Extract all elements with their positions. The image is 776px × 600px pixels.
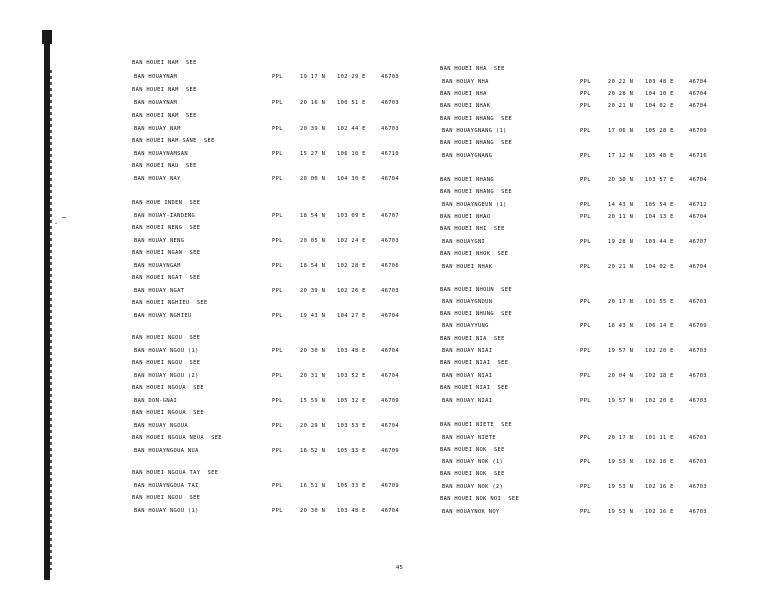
feature-type: PPL [272, 508, 283, 514]
gazetteer-entry [440, 482, 776, 492]
latitude: 14 43 N [608, 202, 634, 208]
latitude: 16 51 N [300, 483, 326, 489]
cross-reference-entry [440, 64, 776, 74]
place-name: BAN HOUEI NOK SEE [440, 447, 505, 453]
place-name: BAN HOUAYNGEUN (1) [442, 202, 507, 208]
longitude: 104 30 E [337, 176, 366, 182]
feature-type: PPL [272, 100, 283, 106]
latitude: 20 11 N [608, 214, 634, 220]
longitude: 105 32 E [337, 398, 366, 404]
map-code: 46704 [689, 177, 707, 183]
longitude: 102 28 E [337, 263, 366, 269]
gazetteer-entry [440, 151, 776, 161]
cross-reference-entry [440, 224, 776, 234]
gazetteer-entry [132, 346, 472, 356]
longitude: 101 11 E [645, 435, 674, 441]
latitude: 19 28 N [608, 239, 634, 245]
place-name: BAN HOUAY NGOU (2) [134, 373, 199, 379]
cross-reference-entry [132, 161, 472, 171]
longitude: 103 57 E [645, 177, 674, 183]
latitude: 19 53 N [608, 509, 634, 515]
gazetteer-entry [440, 101, 776, 111]
place-name: BAN HOUEI NGAN SEE [132, 250, 201, 256]
feature-type: PPL [580, 202, 591, 208]
feature-type: PPL [580, 459, 591, 465]
place-name: BAN HOUEI NIAI SEE [440, 360, 509, 366]
place-name: BAN HOUEI NENG SEE [132, 225, 201, 231]
gazetteer-entry [132, 396, 472, 406]
gazetteer-entry [132, 236, 472, 246]
scan-speck [62, 217, 66, 218]
latitude: 20 31 N [300, 373, 326, 379]
latitude: 20 04 N [608, 373, 634, 379]
latitude: 20 30 N [608, 177, 634, 183]
longitude: 102 29 E [337, 74, 366, 80]
cross-reference-entry [132, 223, 472, 233]
place-name: BAN HOUAYNAM [134, 100, 178, 106]
feature-type: PPL [580, 435, 591, 441]
place-name: BAN HOUEI NHANG [440, 177, 494, 183]
place-name: BAN HOUEI NHAK [440, 103, 491, 109]
place-name: BAN HOUAYGNOUN [442, 299, 493, 305]
longitude: 104 02 E [645, 264, 674, 270]
map-code: 46712 [689, 202, 707, 208]
place-name: BAN HOUAY NAM [134, 126, 181, 132]
feature-type: PPL [580, 299, 591, 305]
feature-type: PPL [580, 348, 591, 354]
cross-reference-entry [440, 285, 776, 295]
longitude: 103 44 E [645, 239, 674, 245]
place-name: BAN HOUAYNGAM [134, 263, 181, 269]
cross-reference-entry [440, 358, 776, 368]
longitude: 104 02 E [645, 103, 674, 109]
place-name: BAN HOUAY NIETE [442, 435, 496, 441]
place-name: BAN HOUEI NAM SEE [132, 87, 197, 93]
gazetteer-entry [440, 297, 776, 307]
feature-type: PPL [272, 423, 283, 429]
longitude: 106 10 E [337, 151, 366, 157]
map-code: 46704 [689, 103, 707, 109]
gazetteer-entry [132, 98, 472, 108]
place-name: BAN HOUEI NGOU SEE [132, 495, 201, 501]
place-name: BAN HOUEI NGAT SEE [132, 275, 201, 281]
cross-reference-entry [132, 273, 472, 283]
latitude: 17 06 N [608, 128, 634, 134]
map-code: 46703 [689, 435, 707, 441]
place-name: BAN HOUAY NHA [442, 79, 489, 85]
latitude: 19 53 N [608, 484, 634, 490]
place-name: BAN HOUE INDEN SEE [132, 200, 201, 206]
map-code: 46703 [689, 484, 707, 490]
map-code: 46704 [381, 176, 399, 182]
cross-reference-entry [132, 248, 472, 258]
place-name: BAN HOUAYNOK NOY [442, 509, 500, 515]
place-name: BAN HOUEI NGOUA NEUA SEE [132, 435, 222, 441]
feature-type: PPL [272, 238, 283, 244]
place-name: BAN HOUAY NOK (1) [442, 459, 504, 465]
map-code: 46707 [381, 213, 399, 219]
place-name: BAN HOUEI NHAK [442, 264, 493, 270]
latitude: 19 53 N [608, 459, 634, 465]
place-name: BAN HOUEI NIAI SEE [440, 385, 509, 391]
latitude: 20 00 N [300, 176, 326, 182]
latitude: 20 39 N [300, 126, 326, 132]
feature-type: PPL [272, 151, 283, 157]
cross-reference-entry [132, 136, 472, 146]
map-code: 46709 [689, 323, 707, 329]
map-code: 46704 [381, 373, 399, 379]
latitude: 19 57 N [608, 398, 634, 404]
longitude: 102 44 E [337, 126, 366, 132]
longitude: 100 51 E [337, 100, 366, 106]
gazetteer-entry [132, 311, 472, 321]
scan-speck [55, 223, 57, 224]
cross-reference-entry [132, 493, 472, 503]
gazetteer-entry [440, 77, 776, 87]
cross-reference-entry [440, 138, 776, 148]
cross-reference-entry [132, 408, 472, 418]
latitude: 19 17 N [300, 74, 326, 80]
place-name: BAN HOUAY NGOU (1) [134, 348, 199, 354]
place-name: BAN HOUEI NOK NOI SEE [440, 496, 520, 502]
place-name: BAN HOUAY NENG [134, 238, 185, 244]
feature-type: PPL [272, 398, 283, 404]
place-name: BAN HOUAYGNANG (1) [442, 128, 507, 134]
longitude: 105 54 E [645, 202, 674, 208]
map-code: 46703 [689, 509, 707, 515]
cross-reference-entry [132, 383, 472, 393]
place-name: BAN HOUEI NGOUA SEE [132, 410, 204, 416]
gazetteer-entry [132, 446, 472, 456]
latitude: 18 54 N [300, 263, 326, 269]
longitude: 103 09 E [337, 213, 366, 219]
latitude: 20 16 N [300, 100, 326, 106]
place-name: BAN HOUEI NOK SEE [440, 471, 505, 477]
longitude: 106 14 E [645, 323, 674, 329]
map-code: 46703 [689, 373, 707, 379]
map-code: 46706 [381, 263, 399, 269]
latitude: 20 05 N [300, 238, 326, 244]
feature-type: PPL [272, 448, 283, 454]
gazetteer-entry [440, 175, 776, 185]
cross-reference-entry [132, 333, 472, 343]
place-name: BAN HOUAYGNANG [442, 153, 493, 159]
place-name: BAN HOUEI NHANG SEE [440, 140, 512, 146]
place-name: BAN HOUEI NHOK SEE [440, 251, 509, 257]
longitude: 103 48 E [337, 508, 366, 514]
place-name: BAN HOUEI NAU SEE [132, 163, 197, 169]
feature-type: PPL [272, 483, 283, 489]
longitude: 105 33 E [337, 448, 366, 454]
feature-type: PPL [272, 176, 283, 182]
feature-type: PPL [272, 126, 283, 132]
map-code: 46709 [689, 128, 707, 134]
place-name: BAN HOUEI NIETE SEE [440, 422, 512, 428]
gazetteer-entry [132, 421, 472, 431]
longitude: 101 55 E [645, 299, 674, 305]
cross-reference-entry [440, 469, 776, 479]
gazetteer-entry [440, 321, 776, 331]
place-name: BAN HOUEI NHA SEE [440, 66, 505, 72]
map-code: 46703 [689, 459, 707, 465]
latitude: 20 17 N [608, 299, 634, 305]
longitude: 104 10 E [645, 91, 674, 97]
cross-reference-entry [440, 249, 776, 259]
map-code: 46703 [689, 299, 707, 305]
cross-reference-entry [440, 420, 776, 430]
feature-type: PPL [272, 213, 283, 219]
place-name: BAN HOUEI NHUNG SEE [440, 311, 512, 317]
longitude: 102 16 E [645, 484, 674, 490]
cross-reference-entry [440, 445, 776, 455]
gazetteer-entry [440, 371, 776, 381]
cross-reference-entry [132, 298, 472, 308]
place-name: BAN HOUEI NGOU SEE [132, 335, 201, 341]
place-name: BAN HOUAYNAM [134, 74, 178, 80]
map-code: 46704 [689, 264, 707, 270]
place-name: BAN HOUEI NHA [440, 91, 487, 97]
latitude: 20 21 N [608, 103, 634, 109]
gazetteer-entry [132, 174, 472, 184]
place-name: BAN HOUAYYUNG [442, 323, 489, 329]
feature-type: PPL [272, 348, 283, 354]
longitude: 102 20 E [645, 348, 674, 354]
map-code: 46710 [381, 151, 399, 157]
map-code: 46704 [689, 214, 707, 220]
longitude: 105 28 E [645, 128, 674, 134]
place-name: BAN HOUEI NAM SANE SEE [132, 138, 215, 144]
longitude: 102 24 E [337, 238, 366, 244]
page-number: 45 [396, 565, 404, 571]
gazetteer-entry [132, 149, 472, 159]
longitude: 104 27 E [337, 313, 366, 319]
cross-reference-entry [440, 334, 776, 344]
gazetteer-entry [440, 212, 776, 222]
feature-type: PPL [580, 153, 591, 159]
place-name: BAN HOUEI NGOUA SEE [132, 385, 204, 391]
feature-type: PPL [272, 74, 283, 80]
cross-reference-entry [440, 114, 776, 124]
gazetteer-entry [132, 481, 472, 491]
place-name: BAN HOUEI NHI SEE [440, 226, 505, 232]
longitude: 103 48 E [337, 348, 366, 354]
latitude: 20 30 N [300, 348, 326, 354]
gazetteer-entry [132, 371, 472, 381]
place-name: BAN HOUEI NGOU SEE [132, 360, 201, 366]
map-code: 46709 [381, 398, 399, 404]
place-name: BAN HOUAY NAY [134, 176, 181, 182]
gazetteer-entry [440, 346, 776, 356]
latitude: 17 12 N [608, 153, 634, 159]
latitude: 15 59 N [300, 398, 326, 404]
place-name: BAN HOUAY NGOUA [134, 423, 188, 429]
place-name: BAN DON-GNAI [134, 398, 178, 404]
gazetteer-entry [440, 126, 776, 136]
map-code: 46704 [381, 348, 399, 354]
cross-reference-entry [132, 468, 472, 478]
place-name: BAN HOUEI NIA SEE [440, 336, 505, 342]
feature-type: PPL [580, 79, 591, 85]
feature-type: PPL [580, 509, 591, 515]
gazetteer-entry [132, 286, 472, 296]
gazetteer-entry [132, 506, 472, 516]
place-name: BAN HOUAYNGOUA NUA [134, 448, 199, 454]
feature-type: PPL [580, 264, 591, 270]
feature-type: PPL [580, 398, 591, 404]
latitude: 20 22 N [608, 79, 634, 85]
cross-reference-entry [132, 85, 472, 95]
feature-type: PPL [272, 263, 283, 269]
longitude: 102 18 E [645, 373, 674, 379]
map-code: 46703 [381, 238, 399, 244]
map-code: 46709 [381, 448, 399, 454]
map-code: 46707 [689, 239, 707, 245]
place-name: BAN HOUAY NGOU (1) [134, 508, 199, 514]
map-code: 46704 [689, 91, 707, 97]
place-name: BAN HOUEI NHAO [440, 214, 491, 220]
longitude: 102 26 E [337, 288, 366, 294]
map-code: 46703 [689, 348, 707, 354]
cross-reference-entry [440, 383, 776, 393]
feature-type: PPL [580, 91, 591, 97]
longitude: 105 48 E [645, 153, 674, 159]
gazetteer-entry [440, 457, 776, 467]
gazetteer-entry [132, 261, 472, 271]
gazetteer-entry [440, 237, 776, 247]
gazetteer-entry [440, 396, 776, 406]
place-name: BAN HOUEI NGOUA TAY SEE [132, 470, 219, 476]
place-name: BAN HOUEI NAM SEE [132, 113, 197, 119]
cross-reference-entry [440, 187, 776, 197]
gazetteer-entry [132, 211, 472, 221]
place-name: BAN HOUEI NAM SEE [132, 60, 197, 66]
map-code: 46704 [689, 79, 707, 85]
cross-reference-entry [132, 198, 472, 208]
feature-type: PPL [272, 313, 283, 319]
binding-edge [44, 30, 50, 580]
place-name: BAN HOUAY NIAI [442, 373, 493, 379]
place-name: BAN HOUAYNGOUA TAI [134, 483, 199, 489]
longitude: 102 20 E [645, 398, 674, 404]
place-name: BAN HOUAY NIAI [442, 348, 493, 354]
place-name: BAN HOUAY NIAI [442, 398, 493, 404]
map-code: 46703 [381, 288, 399, 294]
map-code: 46703 [381, 74, 399, 80]
latitude: 15 27 N [300, 151, 326, 157]
latitude: 18 54 N [300, 213, 326, 219]
cross-reference-entry [132, 358, 472, 368]
gazetteer-entry [440, 200, 776, 210]
feature-type: PPL [580, 128, 591, 134]
latitude: 20 39 N [300, 288, 326, 294]
latitude: 16 52 N [300, 448, 326, 454]
longitude: 103 53 E [337, 423, 366, 429]
map-code: 46709 [381, 483, 399, 489]
latitude: 19 43 N [300, 313, 326, 319]
feature-type: PPL [272, 288, 283, 294]
place-name: BAN HOUAY NOK (2) [442, 484, 504, 490]
longitude: 102 16 E [645, 509, 674, 515]
longitude: 102 16 E [645, 459, 674, 465]
gazetteer-entry [132, 72, 472, 82]
map-code: 46703 [689, 398, 707, 404]
cross-reference-entry [132, 58, 472, 68]
place-name: BAN HOUAYNAMSAN [134, 151, 188, 157]
map-code: 46704 [381, 423, 399, 429]
place-name: BAN HOUEI NHANG SEE [440, 116, 512, 122]
map-code: 46704 [381, 508, 399, 514]
cross-reference-entry [440, 309, 776, 319]
latitude: 20 21 N [608, 264, 634, 270]
longitude: 103 48 E [645, 79, 674, 85]
feature-type: PPL [580, 177, 591, 183]
cross-reference-entry [132, 433, 472, 443]
map-code: 46703 [381, 126, 399, 132]
place-name: BAN HOUAY-IANDENG [134, 213, 196, 219]
place-name: BAN HOUAY NGHIEU [134, 313, 192, 319]
longitude: 104 13 E [645, 214, 674, 220]
place-name: BAN HOUEI NHANG SEE [440, 189, 512, 195]
latitude: 20 17 N [608, 435, 634, 441]
gazetteer-entry [440, 433, 776, 443]
latitude: 19 57 N [608, 348, 634, 354]
latitude: 20 28 N [608, 91, 634, 97]
feature-type: PPL [580, 484, 591, 490]
feature-type: PPL [580, 103, 591, 109]
place-name: BAN HOUAYGNI [442, 239, 486, 245]
gazetteer-entry [132, 124, 472, 134]
latitude: 20 30 N [300, 508, 326, 514]
gazetteer-entry [440, 507, 776, 517]
cross-reference-entry [440, 494, 776, 504]
place-name: BAN HOUEI NGHIEU SEE [132, 300, 208, 306]
feature-type: PPL [580, 214, 591, 220]
latitude: 20 29 N [300, 423, 326, 429]
cross-reference-entry [132, 111, 472, 121]
longitude: 105 33 E [337, 483, 366, 489]
feature-type: PPL [580, 323, 591, 329]
longitude: 103 52 E [337, 373, 366, 379]
feature-type: PPL [272, 373, 283, 379]
place-name: BAN HOUEI NHOUN SEE [440, 287, 512, 293]
latitude: 16 43 N [608, 323, 634, 329]
map-code: 46716 [689, 153, 707, 159]
gazetteer-entry [440, 262, 776, 272]
feature-type: PPL [580, 373, 591, 379]
map-code: 46704 [381, 313, 399, 319]
feature-type: PPL [580, 239, 591, 245]
gazetteer-entry [440, 89, 776, 99]
map-code: 46703 [381, 100, 399, 106]
place-name: BAN HOUAY NGAT [134, 288, 185, 294]
